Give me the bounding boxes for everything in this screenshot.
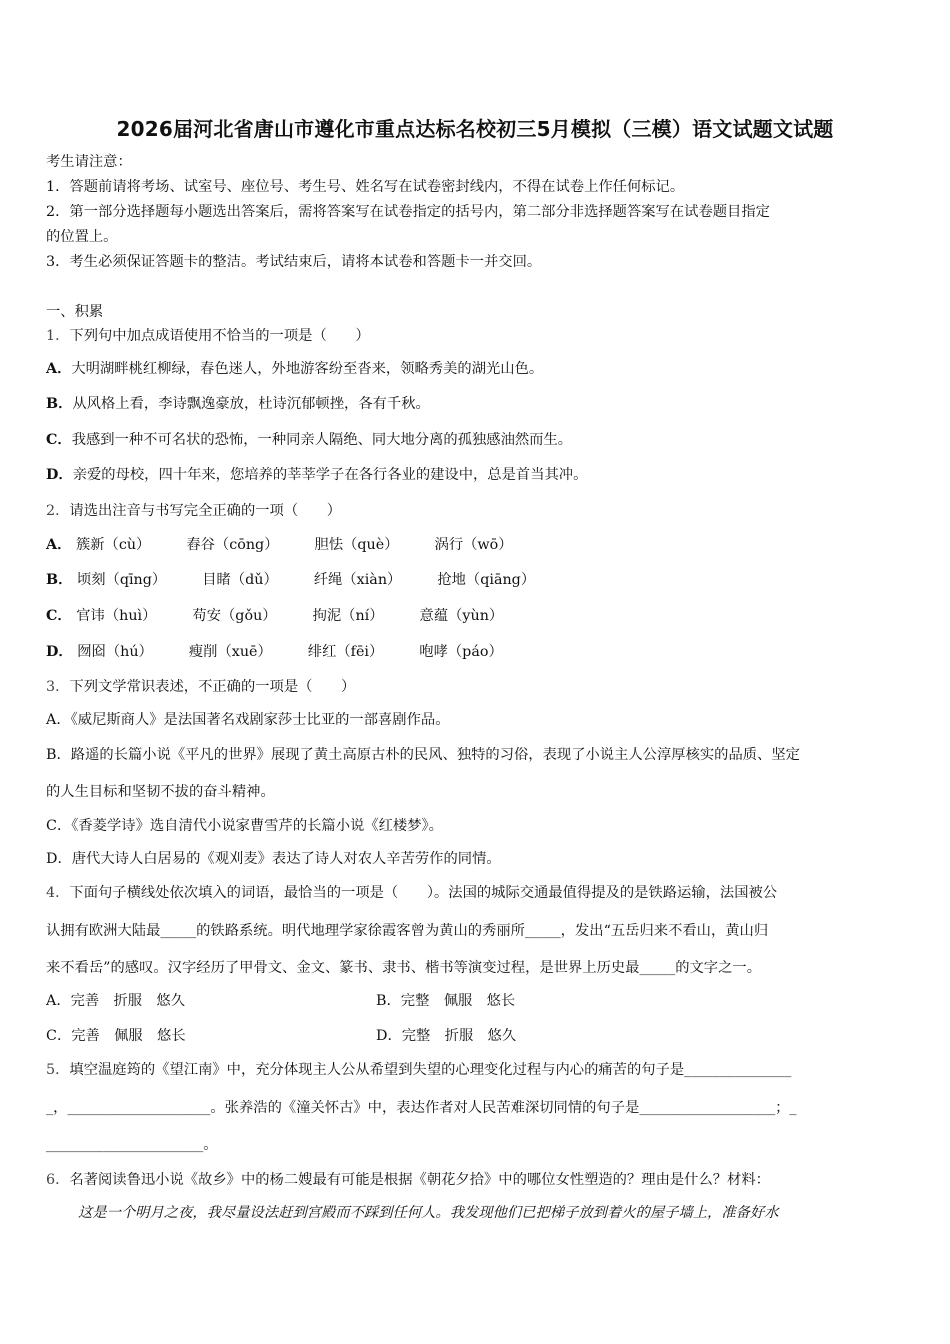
question-text: 名著阅读鲁迅小说《故乡》中的杨二嫂最有可能是根据《朝花夕拾》中的哪位女性塑造的？理由是什么？材料： xyxy=(69,1172,770,1188)
pinyin-item: 咆哮（páo） xyxy=(419,644,503,660)
q4-option-c: C．完善 佩服 悠长 xyxy=(46,1028,186,1044)
question-text: 下面句子横线处依次填入的词语，最恰当的一项是（ ）。法国的城际交通最值得提及的是铁路运输，法国被公 xyxy=(69,885,778,901)
pinyin-item: 涡行（wō） xyxy=(434,537,513,553)
q6-material: 这是一个明月之夜，我尽量设法赶到宫殿而不踩到任何人。我发现他们已把梯子放到着火的屋子墙上，准备好水 xyxy=(78,1205,779,1221)
pinyin-item: 官讳（huì） xyxy=(76,608,157,624)
pinyin-item: 囫囵（hú） xyxy=(77,644,153,660)
notice-item: 1．答题前请将考场、试室号、座位号、考生号、姓名写在试卷密封线内，不得在试卷上作任何标记。 xyxy=(46,179,685,195)
pinyin-item: 纤绳（xiàn） xyxy=(313,572,402,588)
question-number: 5． xyxy=(46,1062,70,1078)
q1-option-c xyxy=(46,431,908,449)
q3-option-b-cont: 的人生目标和坚韧不拔的奋斗精神。 xyxy=(46,784,275,800)
q4-option-a: A．完善 折服 悠久 xyxy=(46,993,185,1009)
pinyin-item: 苟安（gǒu） xyxy=(192,608,277,624)
question-4-stem xyxy=(46,884,908,902)
question-text: 下列文学常识表述，不正确的一项是（ ） xyxy=(69,679,356,695)
q4-option-d: D．完整 折服 悠久 xyxy=(376,1028,517,1044)
pinyin-item: 目睹（dǔ） xyxy=(202,572,278,588)
option-label: D． xyxy=(46,644,73,660)
q2-option-d xyxy=(46,643,908,661)
pinyin-item: 瘦削（xuē） xyxy=(188,644,272,660)
option-text: 大明湖畔桃红柳绿，春色迷人，外地游客纷至沓来，领略秀美的湖光山色。 xyxy=(71,361,544,377)
q1-option-b xyxy=(46,395,908,413)
option-text: 从风格上看，李诗飘逸豪放，杜诗沉郁顿挫，各有千秋。 xyxy=(72,396,430,412)
question-2-stem xyxy=(46,502,908,520)
pinyin-item: 舂谷（cōng） xyxy=(186,537,279,553)
q3-option-b: B．路遥的长篇小说《平凡的世界》展现了黄土高原古朴的民风、独特的习俗，表现了小说主人公淳厚核实的品质、坚定 xyxy=(46,747,800,763)
question-number: 1． xyxy=(46,328,70,344)
question-text: 请选出注音与书写完全正确的一项（ ） xyxy=(69,503,342,519)
option-label: C． xyxy=(46,432,72,448)
q2-option-a xyxy=(46,536,908,554)
pinyin-item: 顷刻（qīng） xyxy=(76,572,167,588)
q3-option-a: A．《威尼斯商人》是法国著名戏剧家莎士比亚的一部喜剧作品。 xyxy=(46,712,450,728)
question-5-text: _，____________________。张养浩的《潼关怀古》中，表达作者对人民苦难深切同情的句子是___________________；_ xyxy=(46,1100,797,1116)
option-label: B． xyxy=(46,572,73,588)
q1-option-a xyxy=(46,360,908,378)
question-6-stem xyxy=(46,1171,908,1189)
pinyin-item: 抢地（qiāng） xyxy=(437,572,536,588)
question-number: 6． xyxy=(46,1172,70,1188)
question-number: 3． xyxy=(46,679,70,695)
option-text: 我感到一种不可名状的恐怖，一种同亲人隔绝、同大地分离的孤独感油然而生。 xyxy=(71,432,573,448)
q4-option-b: B．完整 佩服 悠长 xyxy=(376,993,516,1009)
notice-item: 3．考生必须保证答题卡的整洁。考试结束后，请将本试卷和答题卡一并交回。 xyxy=(46,254,542,270)
question-text: 填空温庭筠的《望江南》中，充分体现主人公从希望到失望的心理变化过程与内心的痛苦的句子是_______________ xyxy=(69,1062,792,1078)
question-5-stem xyxy=(46,1061,908,1079)
pinyin-item: 胆怯（què） xyxy=(314,537,399,553)
option-text: 亲爱的母校，四十年来，您培养的莘莘学子在各行各业的建设中，总是首当其冲。 xyxy=(72,467,588,483)
notice-item: 的位置上。 xyxy=(46,229,118,245)
option-label: C． xyxy=(46,608,72,624)
notice-heading: 考生请注意： xyxy=(46,154,132,170)
option-label: A． xyxy=(46,361,72,377)
question-4-text: 来不看岳”的感叹。汉字经历了甲骨文、金文、篆书、隶书、楷书等演变过程，是世界上历史最_____的文字之一。 xyxy=(46,960,761,976)
section-heading: 一、积累 xyxy=(46,304,104,320)
option-label: A． xyxy=(46,537,72,553)
question-number: 4． xyxy=(46,885,70,901)
option-label: D． xyxy=(46,467,73,483)
page-title: 2026届河北省唐山市遵化市重点达标名校初三5月模拟（三模）语文试题文试题 xyxy=(116,117,834,141)
question-4-text: 认拥有欧洲大陆最_____的铁路系统。明代地理学家徐霞客曾为黄山的秀丽所_____，发出“五岳归来不看山，黄山归 xyxy=(46,923,769,939)
pinyin-item: 意蕴（yùn） xyxy=(419,608,504,624)
question-number: 2． xyxy=(46,503,70,519)
notice-item: 2．第一部分选择题每小题选出答案后，需将答案写在试卷指定的括号内，第二部分非选择题答案写在试卷题目指定 xyxy=(46,204,770,220)
question-3-stem xyxy=(46,678,908,696)
q1-option-d xyxy=(46,466,908,484)
question-text: 下列句中加点成语使用不恰当的一项是（ ） xyxy=(69,328,370,344)
q3-option-c: C．《香菱学诗》选自清代小说家曹雪芹的长篇小说《红楼梦》。 xyxy=(46,818,443,834)
pinyin-item: 绯红（fēi） xyxy=(307,644,384,660)
pinyin-item: 簇新（cù） xyxy=(75,537,151,553)
q2-option-b xyxy=(46,571,908,589)
question-1-stem xyxy=(46,327,908,345)
pinyin-item: 拘泥（ní） xyxy=(312,608,384,624)
q2-option-c xyxy=(46,607,908,625)
question-5-text: ______________________。 xyxy=(46,1137,218,1153)
option-label: B． xyxy=(46,396,73,412)
q3-option-d: D．唐代大诗人白居易的《观刈麦》表达了诗人对农人辛苦劳作的同情。 xyxy=(46,851,501,867)
